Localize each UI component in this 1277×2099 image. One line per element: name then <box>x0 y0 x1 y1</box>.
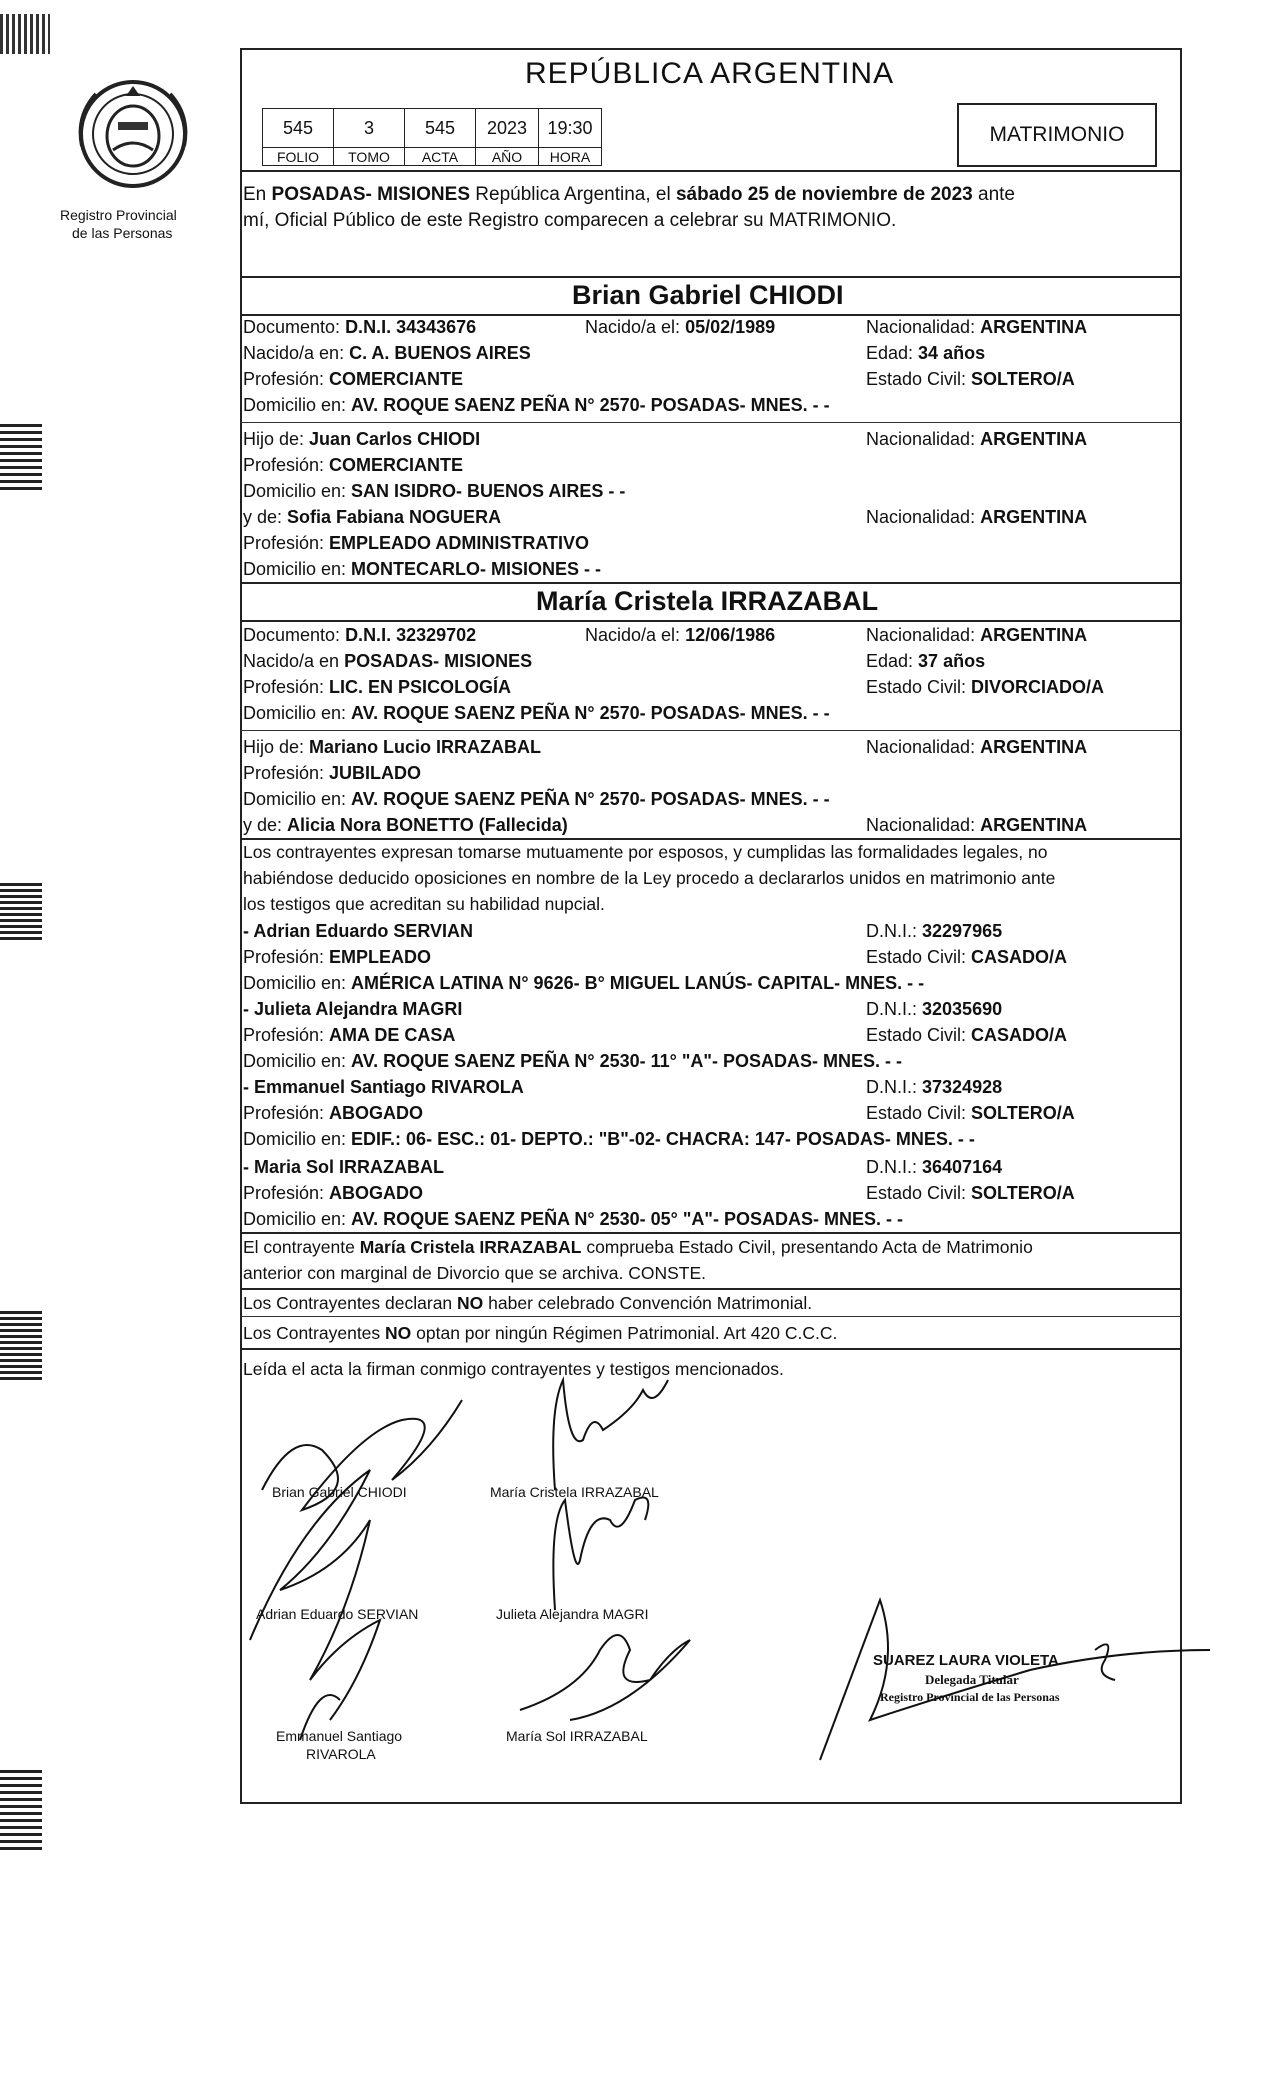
bride-doc: Documento: D.N.I. 32329702 <box>243 625 477 645</box>
bride-birthplace: Nacido/a en POSADAS- MISIONES <box>243 651 533 671</box>
sig-caption-w2: Julieta Alejandra MAGRI <box>496 1606 649 1622</box>
closing-line: Leída el acta la firman conmigo contrayentes y testigos mencionados. <box>243 1359 784 1379</box>
scan-mark <box>0 880 42 940</box>
groom-civil: Estado Civil: SOLTERO/A <box>866 369 1075 389</box>
groom-birthplace: Nacido/a en: C. A. BUENOS AIRES <box>243 343 531 363</box>
bride-father-prof: Profesión: JUBILADO <box>243 763 422 783</box>
groom-father: Hijo de: Juan Carlos CHIODI <box>243 429 481 449</box>
bride-father-nat: Nacionalidad: ARGENTINA <box>866 737 1088 757</box>
witness-dni: D.N.I.: 32035690 <box>866 999 1003 1019</box>
bride-name: María Cristela IRRAZABAL <box>536 586 879 616</box>
groom-nat: Nacionalidad: ARGENTINA <box>866 317 1088 337</box>
groom-father-addr: Domicilio en: SAN ISIDRO- BUENOS AIRES - - <box>243 481 626 501</box>
act-type-box <box>957 103 1157 167</box>
bride-addr: Domicilio en: AV. ROQUE SAENZ PEÑA N° 2570- POSADAS- MNES. - - <box>243 703 830 723</box>
folio-value: 545 <box>263 109 334 148</box>
page-title: REPÚBLICA ARGENTINA <box>525 57 895 90</box>
tomo-value: 3 <box>334 109 405 148</box>
groom-father-prof: Profesión: COMERCIANTE <box>243 455 464 475</box>
intro-line-2: mí, Oficial Público de este Registro comparecen a celebrar su MATRIMONIO. <box>243 210 897 231</box>
groom-doc: Documento: D.N.I. 34343676 <box>243 317 477 337</box>
officer-stamp-name: SUAREZ LAURA VIOLETA <box>873 1652 1059 1669</box>
groom-addr: Domicilio en: AV. ROQUE SAENZ PEÑA N° 2570- POSADAS- MNES. - - <box>243 395 830 415</box>
witness-prof: Profesión: AMA DE CASA <box>243 1025 456 1045</box>
bride-nat: Nacionalidad: ARGENTINA <box>866 625 1088 645</box>
act-type: MATRIMONIO <box>989 123 1125 146</box>
witness-prof: Profesión: ABOGADO <box>243 1183 424 1203</box>
hora-label: HORA <box>539 148 602 166</box>
witness-name: - Adrian Eduardo SERVIAN <box>243 921 474 941</box>
witness-civil: Estado Civil: CASADO/A <box>866 1025 1068 1045</box>
scan-mark <box>0 1770 42 1850</box>
witness-prof: Profesión: EMPLEADO <box>243 947 432 967</box>
witness-name: - Julieta Alejandra MAGRI <box>243 999 463 1019</box>
regime-line: Los Contrayentes NO optan por ningún Régimen Patrimonial. Art 420 C.C.C. <box>243 1323 838 1343</box>
sig-caption-w3-2: RIVAROLA <box>306 1746 376 1762</box>
seal-caption-2: de las Personas <box>72 225 173 241</box>
witness-addr: Domicilio en: EDIF.: 06- ESC.: 01- DEPTO.: "B"-02- CHACRA: 147- POSADAS- MNES. - - <box>243 1129 975 1149</box>
witness-addr: Domicilio en: AV. ROQUE SAENZ PEÑA N° 2530- 11° "A"- POSADAS- MNES. - - <box>243 1051 902 1071</box>
bride-mother: y de: Alicia Nora BONETTO (Fallecida) <box>243 815 568 835</box>
anio-value: 2023 <box>476 109 539 148</box>
hora-value: 19:30 <box>539 109 602 148</box>
convention-line: Los Contrayentes declaran NO haber celebrado Convención Matrimonial. <box>243 1293 813 1313</box>
marital-note-line-2: anterior con marginal de Divorcio que se archiva. CONSTE. <box>243 1263 706 1283</box>
declaration-line-3: los testigos que acreditan su habilidad nupcial. <box>243 894 605 914</box>
bride-mother-nat: Nacionalidad: ARGENTINA <box>866 815 1088 835</box>
sig-caption-groom: Brian Gabriel CHIODI <box>272 1484 407 1500</box>
sig-caption-w1: Adrian Eduardo SERVIAN <box>256 1606 419 1622</box>
witness-prof: Profesión: ABOGADO <box>243 1103 424 1123</box>
groom-father-nat: Nacionalidad: ARGENTINA <box>866 429 1088 449</box>
bride-civil: Estado Civil: DIVORCIADO/A <box>866 677 1105 697</box>
seal-caption-1: Registro Provincial <box>60 207 177 223</box>
groom-mother: y de: Sofia Fabiana NOGUERA <box>243 507 502 527</box>
marital-note-line-1: El contrayente María Cristela IRRAZABAL comprueba Estado Civil, presentando Acta de Matrimonio <box>243 1237 1033 1257</box>
groom-name: Brian Gabriel CHIODI <box>572 280 844 310</box>
sig-caption-w4: María Sol IRRAZABAL <box>506 1728 648 1744</box>
groom-age: Edad: 34 años <box>866 343 986 363</box>
groom-mother-addr: Domicilio en: MONTECARLO- MISIONES - - <box>243 559 602 579</box>
officer-stamp-office: Registro Provincial de las Personas <box>880 1690 1060 1704</box>
witness-dni: D.N.I.: 37324928 <box>866 1077 1003 1097</box>
witness-dni: D.N.I.: 36407164 <box>866 1157 1003 1177</box>
intro-line-1: En POSADAS- MISIONES República Argentina, el sábado 25 de noviembre de 2023 ante <box>243 184 1015 205</box>
sig-caption-bride: María Cristela IRRAZABAL <box>490 1484 659 1500</box>
groom-born: Nacido/a el: 05/02/1989 <box>585 317 776 337</box>
witness-civil: Estado Civil: SOLTERO/A <box>866 1183 1075 1203</box>
coat-of-arms-icon <box>68 66 198 196</box>
scan-mark <box>0 420 42 490</box>
groom-mother-prof: Profesión: EMPLEADO ADMINISTRATIVO <box>243 533 590 553</box>
bride-prof: Profesión: LIC. EN PSICOLOGÍA <box>243 677 512 697</box>
officer-stamp-role: Delegada Titular <box>925 1672 1019 1687</box>
bride-father: Hijo de: Mariano Lucio IRRAZABAL <box>243 737 542 757</box>
witness-name: - Emmanuel Santiago RIVAROLA <box>243 1077 524 1097</box>
witness-addr: Domicilio en: AMÉRICA LATINA N° 9626- B° MIGUEL LANÚS- CAPITAL- MNES. - - <box>243 973 925 993</box>
acta-value: 545 <box>405 109 476 148</box>
witness-dni: D.N.I.: 32297965 <box>866 921 1003 941</box>
bride-born: Nacido/a el: 12/06/1986 <box>585 625 776 645</box>
declaration-line-1: Los contrayentes expresan tomarse mutuamente por esposos, y cumplidas las formalidades legales, no <box>243 842 1048 862</box>
witness-addr: Domicilio en: AV. ROQUE SAENZ PEÑA N° 2530- 05° "A"- POSADAS- MNES. - - <box>243 1209 903 1229</box>
scan-mark <box>0 14 50 54</box>
acta-label: ACTA <box>405 148 476 166</box>
declaration-line-2: habiéndose deducido oposiciones en nombre de la Ley procedo a declararlos unidos en matrimonio ante <box>243 868 1056 888</box>
reference-table <box>262 108 602 166</box>
witness-name: - Maria Sol IRRAZABAL <box>243 1157 445 1177</box>
witness-civil: Estado Civil: CASADO/A <box>866 947 1068 967</box>
groom-prof: Profesión: COMERCIANTE <box>243 369 464 389</box>
tomo-label: TOMO <box>334 148 405 166</box>
anio-label: AÑO <box>476 148 539 166</box>
registry-seal <box>68 66 198 196</box>
scan-mark <box>0 1310 42 1380</box>
bride-age: Edad: 37 años <box>866 651 986 671</box>
folio-label: FOLIO <box>263 148 334 166</box>
bride-father-addr: Domicilio en: AV. ROQUE SAENZ PEÑA N° 2570- POSADAS- MNES. - - <box>243 789 830 809</box>
groom-mother-nat: Nacionalidad: ARGENTINA <box>866 507 1088 527</box>
witness-civil: Estado Civil: SOLTERO/A <box>866 1103 1075 1123</box>
sig-caption-w3-1: Emmanuel Santiago <box>276 1728 403 1744</box>
